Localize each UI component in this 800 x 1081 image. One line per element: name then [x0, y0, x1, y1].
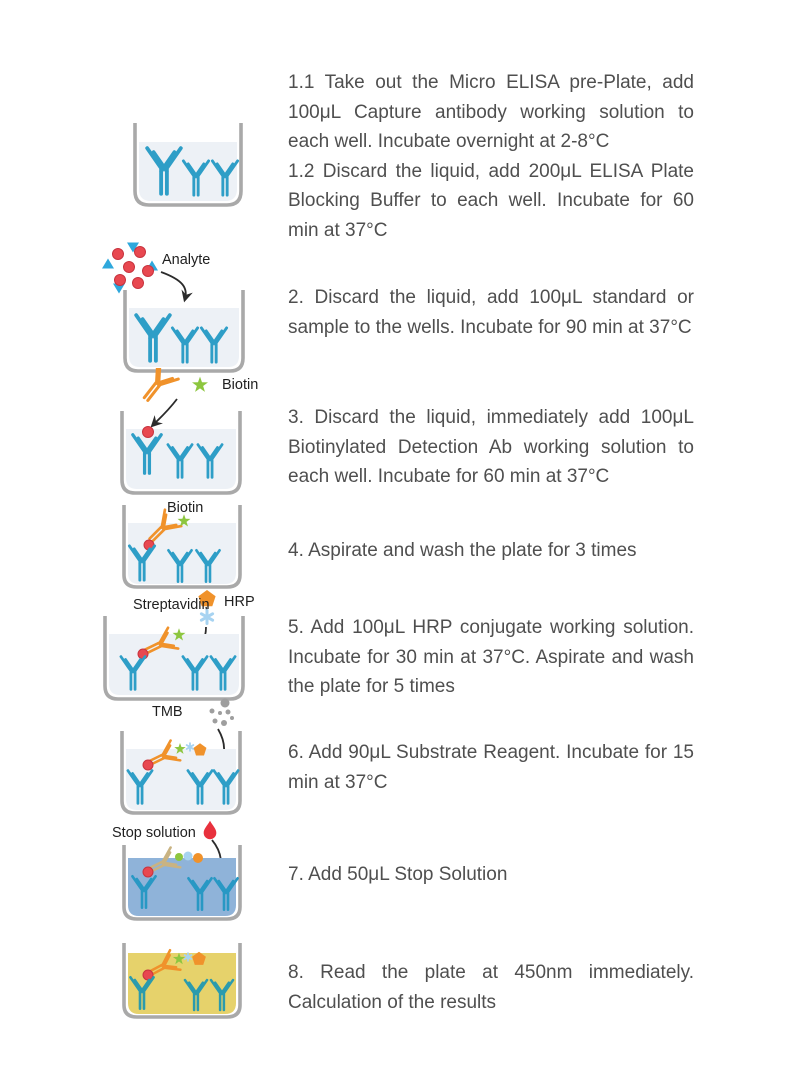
tmb-dots-icon	[210, 699, 235, 727]
tmb-label: TMB	[152, 704, 183, 720]
streptavidin-label: Streptavidin	[133, 597, 210, 613]
step1-coated-well-illustration	[120, 115, 255, 215]
step6-text	[288, 738, 694, 797]
bound-analyte-icon	[143, 427, 154, 438]
step1-paragraph-1: 1.1 Take out the Micro ELISA pre-Plate, add 100μL Capture antibody working solution to each well. Incubate overnight at 2-8°C	[288, 72, 694, 152]
step7-paragraph: 7. Add 50μL Stop Solution	[288, 864, 508, 885]
step4-paragraph: 4. Aspirate and wash the plate for 3 times	[288, 540, 637, 561]
step3-paragraph: 3. Discard the liquid, immediately add 100μL Biotinylated Detection Ab working solution to each well. Incubate for 60 min at 37°C	[288, 407, 694, 487]
step1-paragraph-2: 1.2 Discard the liquid, add 200μL ELISA Plate Blocking Buffer to each well. Incubate for 60 min at 37°C	[288, 160, 694, 241]
analyte-circle-icon	[135, 247, 146, 258]
step8-text	[288, 958, 694, 1017]
arrow-icon	[153, 399, 177, 425]
hrp-label: HRP	[224, 594, 255, 610]
analyte-triangle-icon	[102, 259, 114, 269]
bound-analyte-icon	[143, 760, 153, 770]
step5-text	[288, 613, 694, 702]
analyte-circle-icon	[143, 266, 154, 277]
step4-text	[288, 536, 694, 566]
step2-text	[288, 283, 694, 342]
step1-text	[288, 68, 694, 245]
hrp-icon	[193, 853, 203, 863]
arrow-icon	[161, 272, 186, 299]
analyte-circle-icon	[113, 249, 124, 260]
stop-solution-label: Stop solution	[112, 825, 196, 841]
detection-antibody-icon	[136, 368, 179, 407]
biotin-star-icon	[192, 377, 208, 392]
streptavidin-icon	[184, 852, 193, 861]
analyte-circle-icon	[133, 278, 144, 289]
biotin-icon	[175, 853, 183, 861]
step6-paragraph: 6. Add 90μL Substrate Reagent. Incubate for 15 min at 37°C	[288, 742, 694, 793]
analyte-circle-icon	[115, 275, 126, 286]
step8-read-plate-illustration	[100, 935, 260, 1030]
step3-text	[288, 403, 694, 492]
step7-text	[288, 860, 694, 890]
step8-paragraph: 8. Read the plate at 450nm immediately. Calculation of the results	[288, 962, 694, 1013]
analyte-circle-icon	[124, 262, 135, 273]
biotin-label: Biotin	[222, 377, 259, 393]
step2-paragraph: 2. Discard the liquid, add 100μL standard or sample to the wells. Incubate for 90 min at 37°C	[288, 287, 694, 338]
bound-analyte-icon	[143, 867, 153, 877]
hrp-pentagon-icon	[194, 743, 207, 755]
biotin-label: Biotin	[167, 500, 204, 516]
stop-droplet-icon	[204, 821, 217, 839]
step5-paragraph: 5. Add 100μL HRP conjugate working solution. Incubate for 30 min at 37°C. Aspirate and wash the plate for 5 times	[288, 617, 694, 697]
analyte-cluster-icon	[102, 243, 158, 294]
analyte-label: Analyte	[162, 252, 211, 268]
